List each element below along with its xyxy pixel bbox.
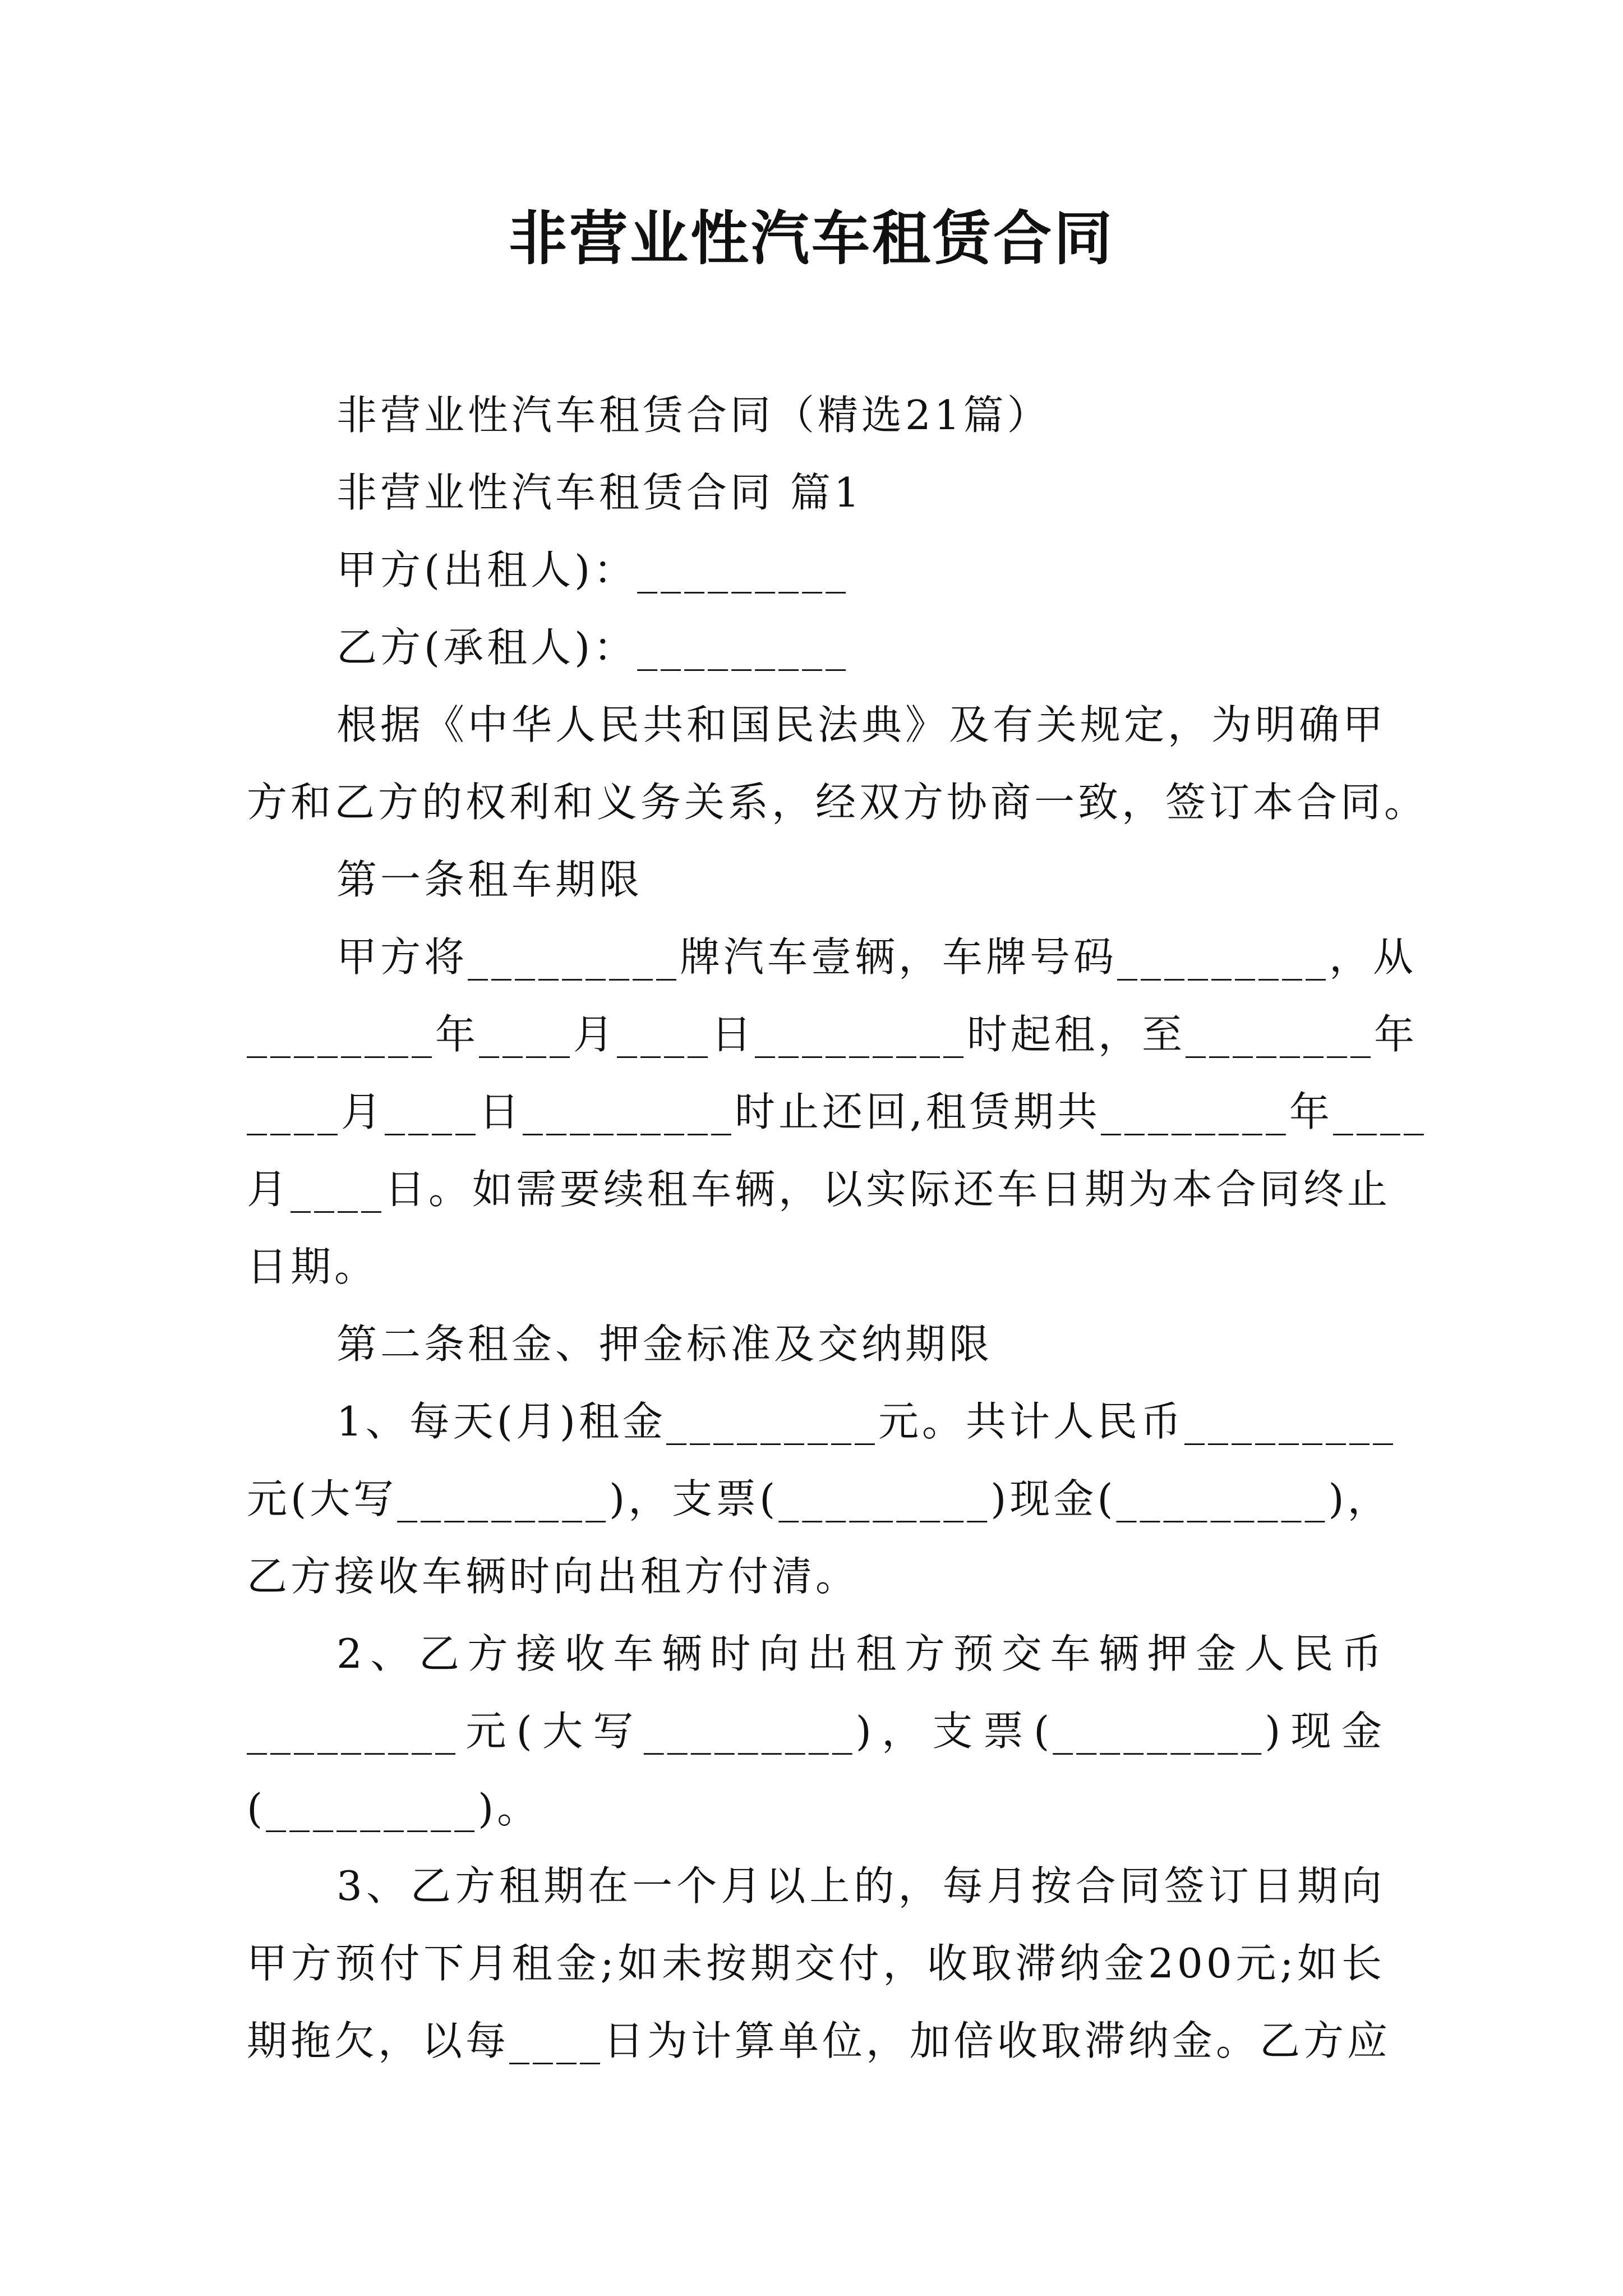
paragraph-line: 方和乙方的权利和义务关系，经双方协商一致，签订本合同。 [247,779,1428,826]
paragraph-line: 期拖欠，以每____日为计算单位，加倍收取滞纳金。乙方应 [247,2017,1391,2064]
paragraph-line: (_________)。 [247,1785,541,1832]
paragraph-line: 根据《中华人民共和国民法典》及有关规定，为明确甲 [336,701,1387,748]
paragraph-line: 日期。 [247,1243,379,1290]
section-heading: 非营业性汽车租赁合同 篇1 [336,469,863,516]
paragraph-line: 1、每天(月)租金_________元。共计人民币_________ [336,1398,1396,1445]
paragraph-line: 2、乙方接收车辆时向出租方预交车辆押金人民币 [336,1630,1385,1677]
party-a-line: 甲方(出租人)：_________ [336,546,850,593]
paragraph-line: ____月____日_________时止还回,租赁期共________年____ [247,1088,1427,1135]
paragraph-line: 月____日。如需要续租车辆，以实际还车日期为本合同终止 [247,1166,1391,1213]
subtitle-line: 非营业性汽车租赁合同（精选21篇） [336,392,1051,439]
paragraph-line: 3、乙方租期在一个月以上的，每月按合同签订日期向 [336,1862,1385,1910]
party-b-line: 乙方(承租人)：_________ [336,624,850,671]
paragraph-line: 乙方接收车辆时向出租方付清。 [247,1553,860,1600]
article-heading: 第一条租车期限 [336,856,643,903]
paragraph-line: 甲方将_________牌汽车壹辆，车牌号码_________，从 [336,933,1417,981]
paragraph-line: _________元(大写_________)，支票(_________)现金 [247,1708,1385,1755]
paragraph-line: ________年____月____日_________时起租，至________年 [247,1011,1418,1058]
paragraph-line: 甲方预付下月租金;如未按期交付，收取滞纳金200元;如长 [247,1940,1385,1987]
document-title: 非营业性汽车租赁合同 [508,204,1114,273]
paragraph-line: 元(大写_________)，支票(_________)现金(_________)， [247,1475,1391,1522]
article-heading: 第二条租金、押金标准及交纳期限 [336,1320,993,1368]
